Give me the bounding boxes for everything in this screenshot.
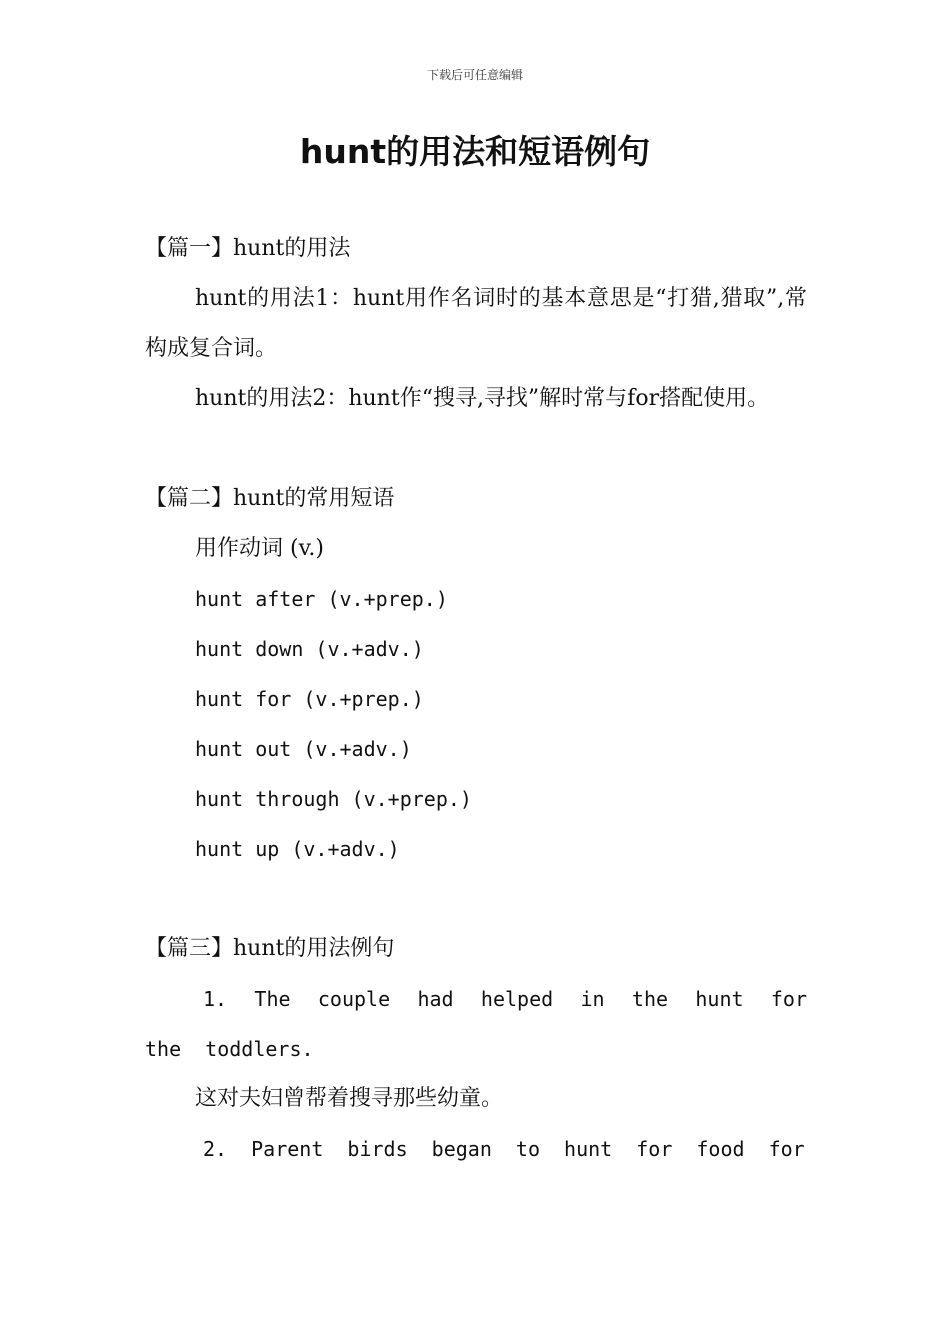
phrase-item: hunt up (v.+adv.) [195, 837, 400, 861]
usage-paragraph: hunt的用法2：hunt作“搜寻,寻找”解时常与for搭配使用。 [195, 386, 770, 411]
section-heading-phrases: 【篇二】hunt的常用短语 [145, 486, 395, 511]
usage-paragraph: hunt的用法1：hunt用作名词时的基本意思是“打猎,猎取”,常构成复合词。 [145, 286, 807, 361]
document-body [145, 224, 807, 1174]
section-heading-usage: 【篇一】hunt的用法 [145, 236, 351, 261]
phrase-item: hunt through (v.+prep.) [195, 787, 472, 811]
example-sentence-en: 1. The couple had helped in the hunt for the toddlers. [145, 987, 807, 1061]
phrase-item: hunt down (v.+adv.) [195, 637, 424, 661]
example-sentence-en: 2. Parent birds began to hunt for food for [203, 1137, 805, 1161]
section-heading-examples: 【篇三】hunt的用法例句 [145, 936, 395, 961]
phrases-subheading: 用作动词 (v.) [195, 536, 324, 561]
example-sentence-zh: 这对夫妇曾帮着搜寻那些幼童。 [195, 1086, 504, 1111]
spacer [145, 874, 807, 924]
spacer [145, 424, 807, 474]
document-title: hunt的用法和短语例句 [299, 132, 651, 171]
header-note: 下载后可任意编辑 [426, 68, 523, 82]
phrase-item: hunt for (v.+prep.) [195, 687, 424, 711]
phrase-item: hunt after (v.+prep.) [195, 587, 448, 611]
phrase-item: hunt out (v.+adv.) [195, 737, 412, 761]
